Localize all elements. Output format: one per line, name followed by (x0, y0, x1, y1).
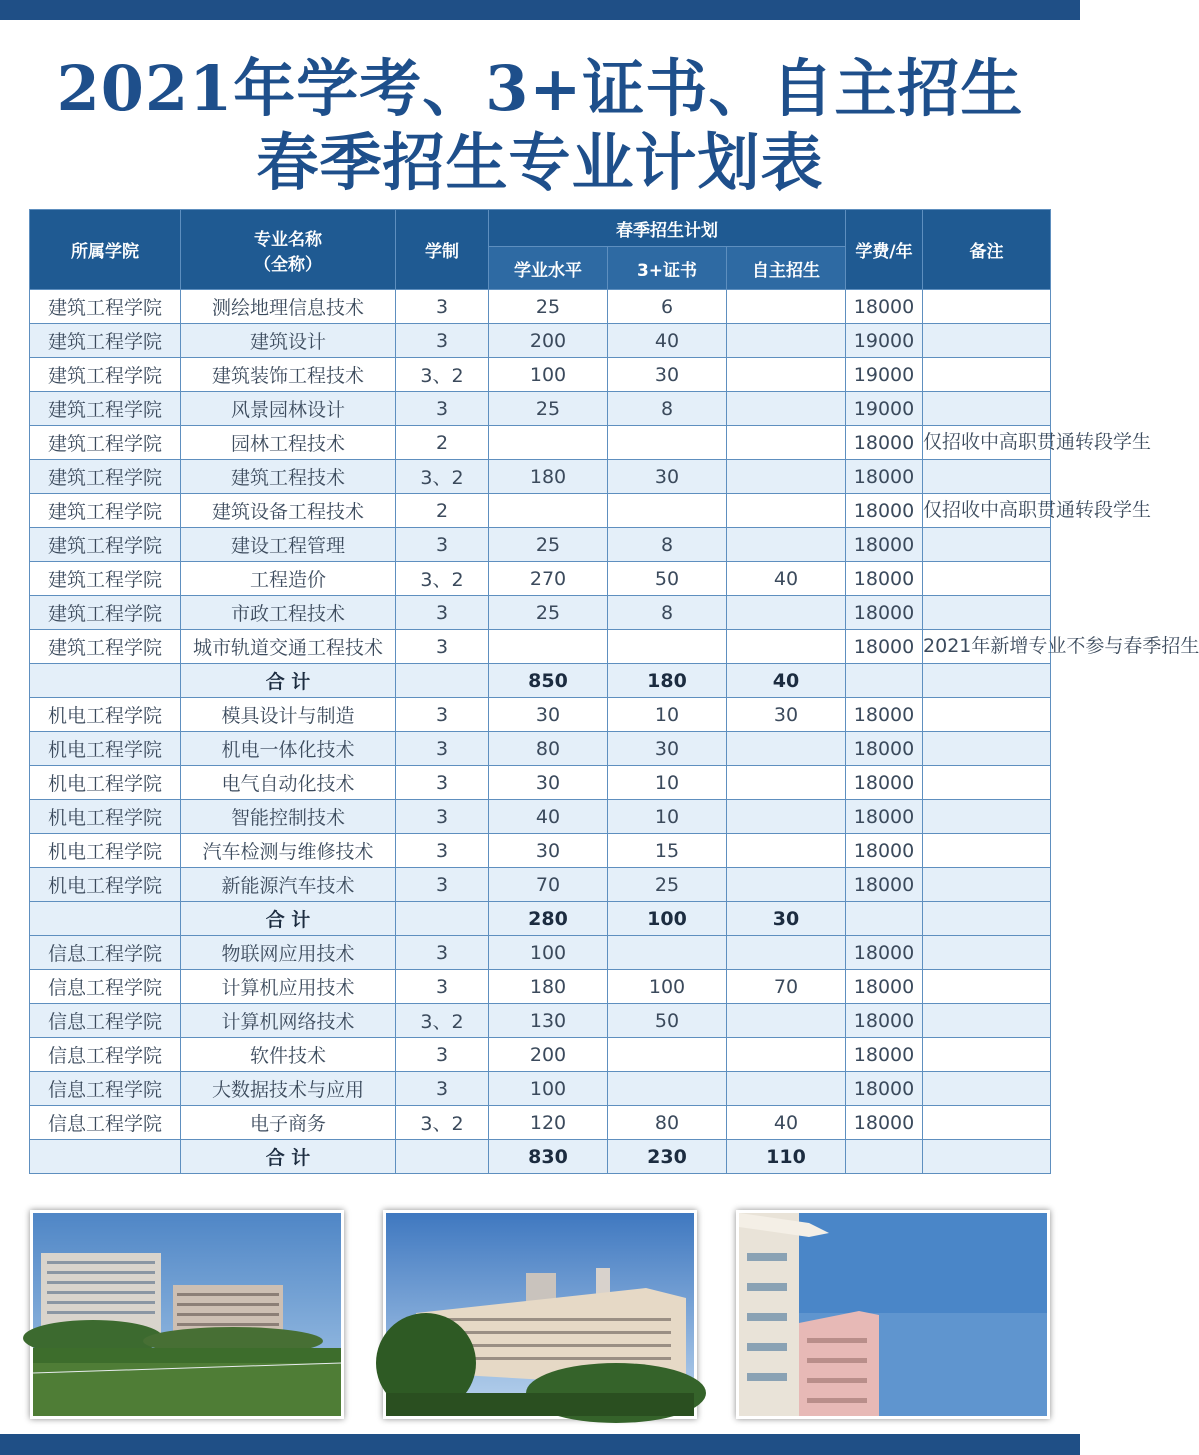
cell-major: 物联网应用技术 (181, 936, 396, 970)
cell-academic (489, 494, 608, 528)
page-title-line2: 春季招生专业计划表 (256, 126, 824, 199)
page-title-line1: 2021年学考、3+证书、自主招生 (56, 52, 1024, 125)
cell-major: 计算机应用技术 (181, 970, 396, 1004)
cell-cert: 10 (608, 800, 727, 834)
cell-academic: 270 (489, 562, 608, 596)
cell-cert: 50 (608, 562, 727, 596)
header-plan-group: 春季招生计划 (489, 210, 846, 247)
cell-major: 园林工程技术 (181, 426, 396, 460)
table-row (30, 1004, 1051, 1038)
cell-remark (923, 1072, 1051, 1106)
cell-cert (608, 1038, 727, 1072)
cell-major: 城市轨道交通工程技术 (181, 630, 396, 664)
header-duration: 学制 (396, 210, 489, 290)
table-row (30, 766, 1051, 800)
cell-tuition: 18000 (846, 766, 923, 800)
table-row (30, 698, 1051, 732)
header-major-line1: 专业名称 (254, 229, 322, 250)
cell-academic: 100 (489, 1072, 608, 1106)
cell-college: 建筑工程学院 (30, 528, 181, 562)
cell-major: 软件技术 (181, 1038, 396, 1072)
cell-major: 工程造价 (181, 562, 396, 596)
cell-duration: 3、2 (396, 460, 489, 494)
cell-tuition: 18000 (846, 868, 923, 902)
cell-academic: 30 (489, 766, 608, 800)
cell-independent (727, 936, 846, 970)
cell-independent (727, 834, 846, 868)
cell-independent (727, 290, 846, 324)
cell-tuition: 18000 (846, 1038, 923, 1072)
cell-remark (923, 1106, 1051, 1140)
cell-academic: 100 (489, 358, 608, 392)
cell-academic: 25 (489, 392, 608, 426)
cell-tuition: 18000 (846, 970, 923, 1004)
cell-tuition: 18000 (846, 1004, 923, 1038)
cell-duration: 3 (396, 868, 489, 902)
bottom-banner-bar (0, 1434, 1080, 1455)
cell-cert: 15 (608, 834, 727, 868)
cell-college: 信息工程学院 (30, 1038, 181, 1072)
cell-major: 智能控制技术 (181, 800, 396, 834)
cell-duration: 3 (396, 324, 489, 358)
cell-tuition: 18000 (846, 630, 923, 664)
cell-duration (396, 902, 489, 936)
cell-tuition (846, 664, 923, 698)
cell-tuition: 18000 (846, 460, 923, 494)
cell-independent (727, 358, 846, 392)
header-cert: 3+证书 (608, 247, 727, 290)
cell-college: 信息工程学院 (30, 1106, 181, 1140)
cell-duration: 3 (396, 392, 489, 426)
cell-academic: 80 (489, 732, 608, 766)
cell-major: 建筑装饰工程技术 (181, 358, 396, 392)
cell-major: 建筑工程技术 (181, 460, 396, 494)
cell-tuition: 18000 (846, 834, 923, 868)
cell-college: 建筑工程学院 (30, 358, 181, 392)
cell-remark (923, 834, 1051, 868)
cell-duration: 3 (396, 800, 489, 834)
cell-tuition: 19000 (846, 358, 923, 392)
cell-college: 建筑工程学院 (30, 630, 181, 664)
cell-tuition: 18000 (846, 936, 923, 970)
cell-cert: 10 (608, 698, 727, 732)
cell-remark (923, 324, 1051, 358)
table-row (30, 630, 1051, 664)
cell-remark (923, 732, 1051, 766)
cell-tuition: 18000 (846, 698, 923, 732)
cell-independent (727, 1038, 846, 1072)
cell-tuition: 18000 (846, 290, 923, 324)
cell-major: 建设工程管理 (181, 528, 396, 562)
cell-academic (489, 630, 608, 664)
table-row (30, 834, 1051, 868)
cell-major: 新能源汽车技术 (181, 868, 396, 902)
cell-cert (608, 494, 727, 528)
cell-major: 风景园林设计 (181, 392, 396, 426)
cell-cert: 10 (608, 766, 727, 800)
cell-duration: 3、2 (396, 1004, 489, 1038)
cell-college: 建筑工程学院 (30, 460, 181, 494)
cell-duration: 3、2 (396, 1106, 489, 1140)
cell-cert: 8 (608, 596, 727, 630)
cell-duration: 3 (396, 290, 489, 324)
cell-major: 电气自动化技术 (181, 766, 396, 800)
cell-tuition: 18000 (846, 1072, 923, 1106)
cell-college (30, 902, 181, 936)
cell-cert (608, 426, 727, 460)
enrollment-plan-table (29, 209, 1199, 1174)
cell-remark (923, 562, 1051, 596)
cell-remark (923, 528, 1051, 562)
cell-college: 建筑工程学院 (30, 290, 181, 324)
cell-remark (923, 596, 1051, 630)
cell-total-academic: 280 (489, 902, 608, 936)
table-row (30, 1038, 1051, 1072)
table-row (30, 494, 1051, 528)
cell-major: 建筑设计 (181, 324, 396, 358)
cell-remark: 仅招收中高职贯通转段学生 (923, 494, 1051, 528)
cell-duration: 3、2 (396, 562, 489, 596)
cell-academic: 25 (489, 290, 608, 324)
table-row (30, 290, 1051, 324)
cell-major: 大数据技术与应用 (181, 1072, 396, 1106)
table-total-row (30, 902, 1051, 936)
cell-independent: 40 (727, 562, 846, 596)
header-independent: 自主招生 (727, 247, 846, 290)
cell-tuition: 19000 (846, 392, 923, 426)
cell-duration: 3 (396, 630, 489, 664)
cell-duration: 3 (396, 732, 489, 766)
cell-tuition: 18000 (846, 596, 923, 630)
cell-college: 建筑工程学院 (30, 392, 181, 426)
table-row (30, 970, 1051, 1004)
cell-duration: 3 (396, 834, 489, 868)
cell-remark: 2021年新增专业不参与春季招生 (923, 630, 1051, 664)
cell-remark (923, 766, 1051, 800)
cell-independent (727, 766, 846, 800)
cell-academic: 70 (489, 868, 608, 902)
cell-duration: 3 (396, 596, 489, 630)
cell-duration (396, 664, 489, 698)
table-row (30, 1106, 1051, 1140)
cell-total-cert: 100 (608, 902, 727, 936)
cell-total-label: 合 计 (181, 902, 396, 936)
cell-duration: 3 (396, 528, 489, 562)
table-row (30, 1072, 1051, 1106)
cell-remark (923, 970, 1051, 1004)
table-row (30, 324, 1051, 358)
cell-duration (396, 1140, 489, 1174)
cell-remark (923, 460, 1051, 494)
cell-duration: 3 (396, 766, 489, 800)
cell-total-cert: 180 (608, 664, 727, 698)
cell-remark (923, 868, 1051, 902)
cell-total-label: 合 计 (181, 664, 396, 698)
header-major-line2: （全称） (254, 254, 322, 275)
table-row (30, 868, 1051, 902)
cell-duration: 3 (396, 1072, 489, 1106)
cell-remark (923, 902, 1051, 936)
cell-academic: 120 (489, 1106, 608, 1140)
cell-cert: 8 (608, 392, 727, 426)
cell-academic: 30 (489, 698, 608, 732)
cell-cert: 30 (608, 732, 727, 766)
cell-duration: 3 (396, 970, 489, 1004)
cell-major: 计算机网络技术 (181, 1004, 396, 1038)
cell-remark (923, 1140, 1051, 1174)
cell-cert: 30 (608, 358, 727, 392)
header-academic: 学业水平 (489, 247, 608, 290)
cell-cert: 100 (608, 970, 727, 1004)
cell-college: 信息工程学院 (30, 1072, 181, 1106)
cell-independent (727, 868, 846, 902)
cell-tuition (846, 902, 923, 936)
cell-college (30, 664, 181, 698)
cell-academic: 25 (489, 596, 608, 630)
cell-total-independent: 110 (727, 1140, 846, 1174)
cell-duration: 3 (396, 1038, 489, 1072)
table-row (30, 358, 1051, 392)
table-row (30, 528, 1051, 562)
table-row (30, 562, 1051, 596)
table-row (30, 596, 1051, 630)
table-total-row (30, 1140, 1051, 1174)
cell-academic: 180 (489, 970, 608, 1004)
cell-college (30, 1140, 181, 1174)
cell-cert: 8 (608, 528, 727, 562)
cell-independent (727, 1072, 846, 1106)
header-major (181, 210, 396, 290)
cell-tuition: 18000 (846, 528, 923, 562)
table-row (30, 936, 1051, 970)
cell-cert: 6 (608, 290, 727, 324)
cell-academic: 100 (489, 936, 608, 970)
cell-college: 机电工程学院 (30, 800, 181, 834)
cell-remark (923, 664, 1051, 698)
cell-tuition: 18000 (846, 800, 923, 834)
cell-academic: 25 (489, 528, 608, 562)
cell-duration: 3、2 (396, 358, 489, 392)
cell-remark (923, 290, 1051, 324)
table-row (30, 392, 1051, 426)
table-row (30, 800, 1051, 834)
cell-major: 机电一体化技术 (181, 732, 396, 766)
table-total-row (30, 664, 1051, 698)
cell-college: 机电工程学院 (30, 766, 181, 800)
cell-college: 建筑工程学院 (30, 596, 181, 630)
cell-cert: 30 (608, 460, 727, 494)
cell-total-label: 合 计 (181, 1140, 396, 1174)
cell-duration: 3 (396, 698, 489, 732)
cell-tuition (846, 1140, 923, 1174)
top-banner-bar (0, 0, 1080, 20)
cell-tuition: 18000 (846, 494, 923, 528)
table-row (30, 732, 1051, 766)
cell-major: 模具设计与制造 (181, 698, 396, 732)
cell-academic: 200 (489, 324, 608, 358)
cell-academic: 180 (489, 460, 608, 494)
cell-independent: 30 (727, 698, 846, 732)
header-tuition: 学费/年 (846, 210, 923, 290)
cell-college: 建筑工程学院 (30, 494, 181, 528)
cell-independent (727, 630, 846, 664)
cell-remark: 仅招收中高职贯通转段学生 (923, 426, 1051, 460)
cell-tuition: 18000 (846, 426, 923, 460)
cell-independent: 40 (727, 1106, 846, 1140)
cell-remark (923, 1004, 1051, 1038)
cell-college: 建筑工程学院 (30, 426, 181, 460)
cell-academic (489, 426, 608, 460)
campus-photo-building-corner (736, 1210, 1050, 1419)
cell-total-cert: 230 (608, 1140, 727, 1174)
cell-cert (608, 936, 727, 970)
cell-major: 测绘地理信息技术 (181, 290, 396, 324)
cell-duration: 2 (396, 494, 489, 528)
cell-cert: 80 (608, 1106, 727, 1140)
cell-independent (727, 392, 846, 426)
cell-major: 汽车检测与维修技术 (181, 834, 396, 868)
cell-total-independent: 40 (727, 664, 846, 698)
cell-college: 信息工程学院 (30, 1004, 181, 1038)
cell-college: 信息工程学院 (30, 970, 181, 1004)
cell-duration: 2 (396, 426, 489, 460)
cell-cert: 50 (608, 1004, 727, 1038)
cell-college: 建筑工程学院 (30, 562, 181, 596)
cell-cert: 40 (608, 324, 727, 358)
cell-tuition: 18000 (846, 1106, 923, 1140)
cell-total-independent: 30 (727, 902, 846, 936)
cell-independent (727, 324, 846, 358)
cell-college: 机电工程学院 (30, 834, 181, 868)
cell-college: 建筑工程学院 (30, 324, 181, 358)
cell-independent (727, 596, 846, 630)
cell-remark (923, 392, 1051, 426)
cell-college: 信息工程学院 (30, 936, 181, 970)
cell-remark (923, 698, 1051, 732)
cell-remark (923, 936, 1051, 970)
cell-cert (608, 630, 727, 664)
cell-academic: 40 (489, 800, 608, 834)
cell-tuition: 19000 (846, 324, 923, 358)
cell-independent (727, 460, 846, 494)
cell-college: 机电工程学院 (30, 732, 181, 766)
cell-cert (608, 1072, 727, 1106)
header-college: 所属学院 (30, 210, 181, 290)
cell-major: 建筑设备工程技术 (181, 494, 396, 528)
cell-independent (727, 800, 846, 834)
cell-total-academic: 850 (489, 664, 608, 698)
cell-independent (727, 426, 846, 460)
cell-duration: 3 (396, 936, 489, 970)
cell-academic: 30 (489, 834, 608, 868)
campus-photo-dormitory (383, 1210, 697, 1419)
table-row (30, 426, 1051, 460)
cell-remark (923, 1038, 1051, 1072)
cell-independent (727, 732, 846, 766)
cell-major: 市政工程技术 (181, 596, 396, 630)
campus-photo-buildings-field (30, 1210, 344, 1419)
header-remark: 备注 (923, 210, 1051, 290)
cell-tuition: 18000 (846, 562, 923, 596)
cell-tuition: 18000 (846, 732, 923, 766)
cell-college: 机电工程学院 (30, 868, 181, 902)
cell-remark (923, 358, 1051, 392)
table-body (30, 290, 1199, 1174)
cell-cert: 25 (608, 868, 727, 902)
cell-independent: 70 (727, 970, 846, 1004)
cell-independent (727, 1004, 846, 1038)
cell-remark (923, 800, 1051, 834)
cell-total-academic: 830 (489, 1140, 608, 1174)
cell-academic: 200 (489, 1038, 608, 1072)
cell-independent (727, 494, 846, 528)
cell-academic: 130 (489, 1004, 608, 1038)
cell-independent (727, 528, 846, 562)
cell-major: 电子商务 (181, 1106, 396, 1140)
table-row (30, 460, 1051, 494)
cell-college: 机电工程学院 (30, 698, 181, 732)
